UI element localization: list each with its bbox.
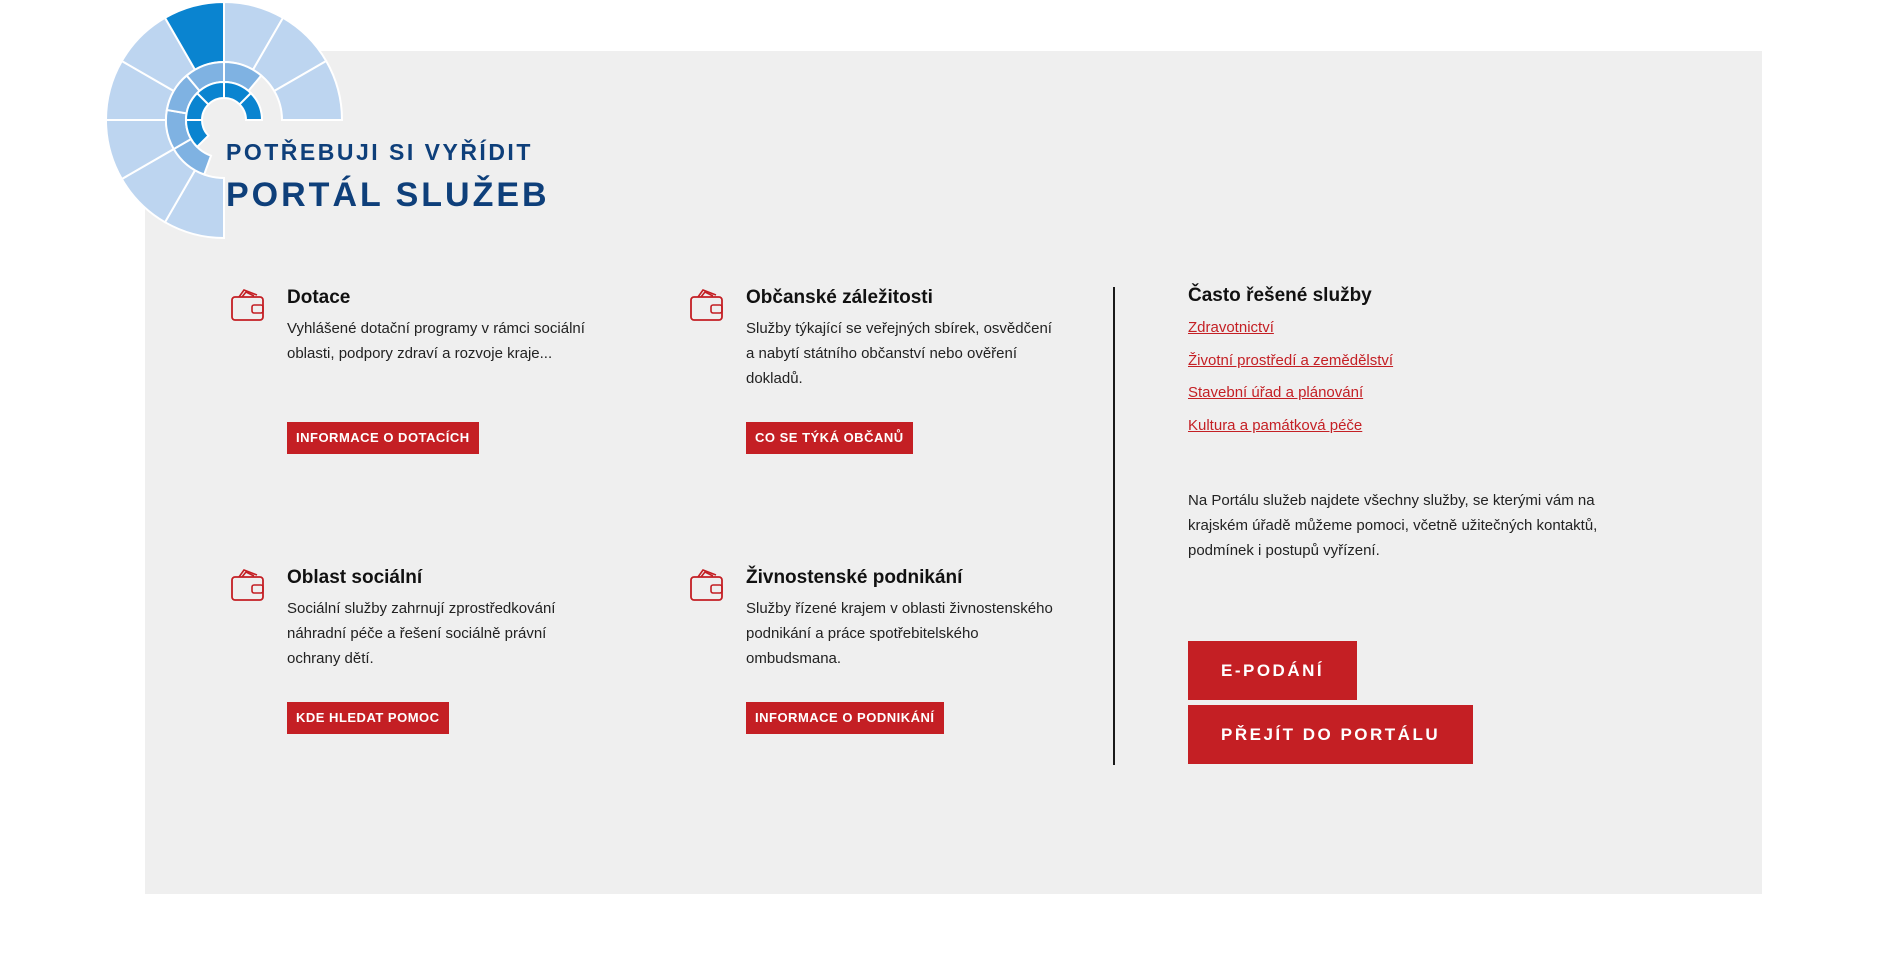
service-card-socialni (287, 567, 687, 725)
go-to-portal-button[interactable]: PŘEJÍT DO PORTÁLU (1188, 705, 1473, 764)
service-title: Živnostenské podnikání (746, 567, 963, 588)
service-title: Dotace (287, 287, 351, 308)
wallet-icon (230, 287, 266, 323)
service-description: Služby týkající se veřejných sbírek, osvědčení a nabytí státního občanství nebo ověření dokladů. (746, 320, 1052, 387)
service-title: Občanské záležitosti (746, 287, 933, 308)
pomoc-button[interactable]: KDE HLEDAT POMOC (287, 702, 449, 734)
service-description: Vyhlášené dotační programy v rámci sociální oblasti, podpory zdraví a rozvoje kraje... (287, 320, 585, 362)
service-description: Služby řízené krajem v oblasti živnostenského podnikání a práce spotřebitelského ombudsmana. (746, 600, 1053, 667)
link-kultura[interactable]: Kultura a památková péče (1188, 416, 1363, 434)
service-card-obcanske (746, 287, 1146, 445)
wallet-icon (230, 567, 266, 603)
column-divider (1113, 287, 1115, 765)
dotace-button[interactable]: INFORMACE O DOTACÍCH (287, 422, 479, 454)
portal-description: Na Portálu služeb najdete všechny služby, se kterými vám na krajském úřadě můžeme pomoci, včetně užitečných kontaktů, podmínek i postupů vyřízení. (1188, 492, 1598, 559)
frequent-services (1188, 285, 1608, 449)
section-kicker: POTŘEBUJI SI VYŘÍDIT (226, 139, 533, 165)
wallet-icon (689, 287, 725, 323)
section-title: PORTÁL SLUŽEB (226, 176, 550, 214)
service-card-dotace (287, 287, 687, 445)
link-zdravotnictvi[interactable]: Zdravotnictví (1188, 319, 1274, 336)
podnikani-button[interactable]: INFORMACE O PODNIKÁNÍ (746, 702, 944, 734)
service-description: Sociální služby zahrnují zprostředkování náhradní péče a řešení sociálně právní ochrany dětí. (287, 600, 556, 667)
service-title: Oblast sociální (287, 567, 423, 588)
service-card-zivnostenske (746, 567, 1146, 725)
link-stavebni-urad[interactable]: Stavební úřad a plánování (1188, 384, 1364, 401)
wallet-icon (689, 567, 725, 603)
link-zivotni-prostredi[interactable]: Životní prostředí a zemědělství (1188, 351, 1394, 369)
epodani-button[interactable]: E-PODÁNÍ (1188, 641, 1357, 700)
frequent-services-title: Často řešené služby (1188, 285, 1372, 306)
obcane-button[interactable]: CO SE TÝKÁ OBČANŮ (746, 422, 913, 454)
